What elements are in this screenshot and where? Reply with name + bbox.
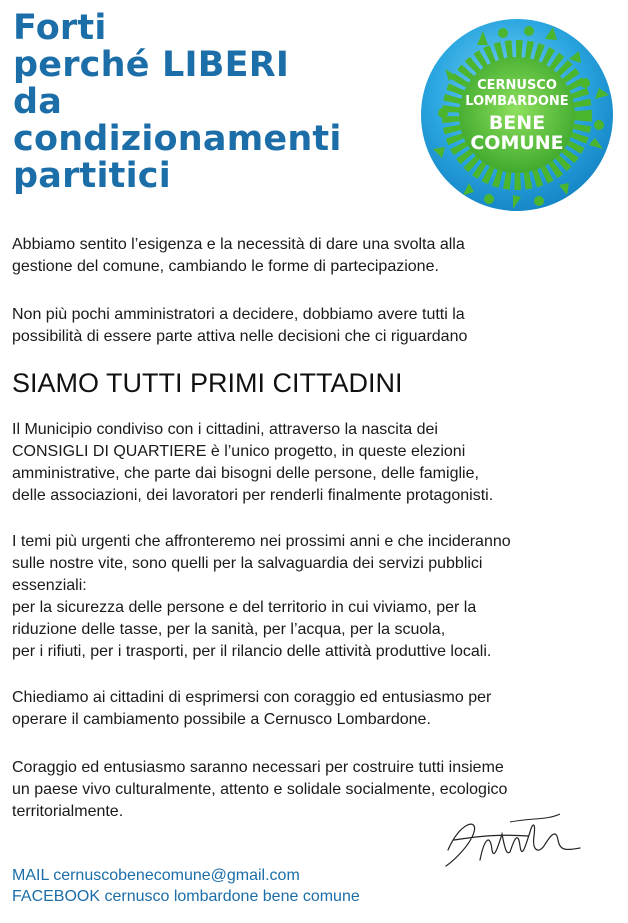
body-p6-line-1: Coraggio ed entusiasmo saranno necessari per costruire tutti insieme	[12, 759, 504, 776]
signature	[440, 810, 590, 872]
headline-line-5: partitici	[13, 156, 171, 196]
body-paragraph-3	[12, 687, 618, 731]
intro-p1-line-2: gestione del comune, cambiando le forme di partecipazione.	[12, 258, 439, 275]
headline-line-2: perché LIBERI	[13, 45, 290, 85]
body-p4-line-5: riduzione delle tasse, per la sanità, per l’acqua, per la scuola,	[12, 621, 446, 638]
contact-mail[interactable]: MAIL cernuscobenecomune@gmail.com	[12, 867, 300, 884]
body-p5-line-1: Chiediamo ai cittadini di esprimersi con coraggio ed entusiasmo per	[12, 689, 492, 706]
body-p6-line-3: territorialmente.	[12, 803, 124, 820]
intro-p2-line-2: possibilità di essere parte attiva nelle decisioni che ci riguardano	[12, 328, 468, 345]
body-p4-line-3: essenziali:	[12, 577, 87, 594]
logo-text-line-4: COMUNE	[470, 132, 564, 154]
contact-facebook[interactable]: FACEBOOK cernusco lombardone bene comune	[12, 888, 360, 905]
body-p4-line-6: per i rifiuti, per i trasporti, per il rilancio delle attività produttive locali.	[12, 643, 492, 660]
body-p3-line-2: CONSIGLI DI QUARTIERE è l’unico progetto, in queste elezioni	[12, 443, 466, 460]
body-paragraph-1	[12, 419, 618, 507]
body-p4-line-4: per la sicurezza delle persone e del territorio in cui viviamo, per la	[12, 599, 477, 616]
headline-line-3: da	[13, 82, 63, 122]
intro-paragraph-2	[12, 304, 618, 348]
bene-comune-logo	[417, 17, 617, 214]
body-p3-line-4: delle associazioni, dei lavoratori per renderli finalmente protagonisti.	[12, 487, 494, 504]
body-p6-line-2: un paese vivo culturalmente, attento e solidale socialmente, ecologico	[12, 781, 508, 798]
body-p3-line-1: Il Municipio condiviso con i cittadini, attraverso la nascita dei	[12, 421, 438, 438]
body-p4-line-2: sulle nostre vite, sono quelli per la salvaguardia dei servizi pubblici	[12, 555, 483, 572]
intro-p2-line-1: Non più pochi amministratori a decidere, dobbiamo avere tutti la	[12, 306, 465, 323]
body-p5-line-2: operare il cambiamento possibile a Cernusco Lombardone.	[12, 711, 431, 728]
intro-p1-line-1: Abbiamo sentito l’esigenza e la necessità di dare una svolta alla	[12, 236, 465, 253]
logo-text-line-1: CERNUSCO	[477, 78, 557, 93]
logo-text-line-2: LOMBARDONE	[465, 94, 569, 109]
body-p3-line-3: amministrative, che parte dai bisogni delle persone, delle famiglie,	[12, 465, 479, 482]
body-paragraph-2	[12, 531, 618, 663]
section-heading: SIAMO TUTTI PRIMI CITTADINI	[12, 368, 403, 398]
body-p4-line-1: I temi più urgenti che affronteremo nei prossimi anni e che incideranno	[12, 533, 511, 550]
headline-line-4: condizionamenti	[13, 119, 342, 159]
headline-line-1: Forti	[13, 8, 107, 48]
page-title	[13, 10, 342, 195]
intro-paragraph-1	[12, 234, 618, 278]
logo-text-line-3: BENE	[488, 112, 546, 134]
